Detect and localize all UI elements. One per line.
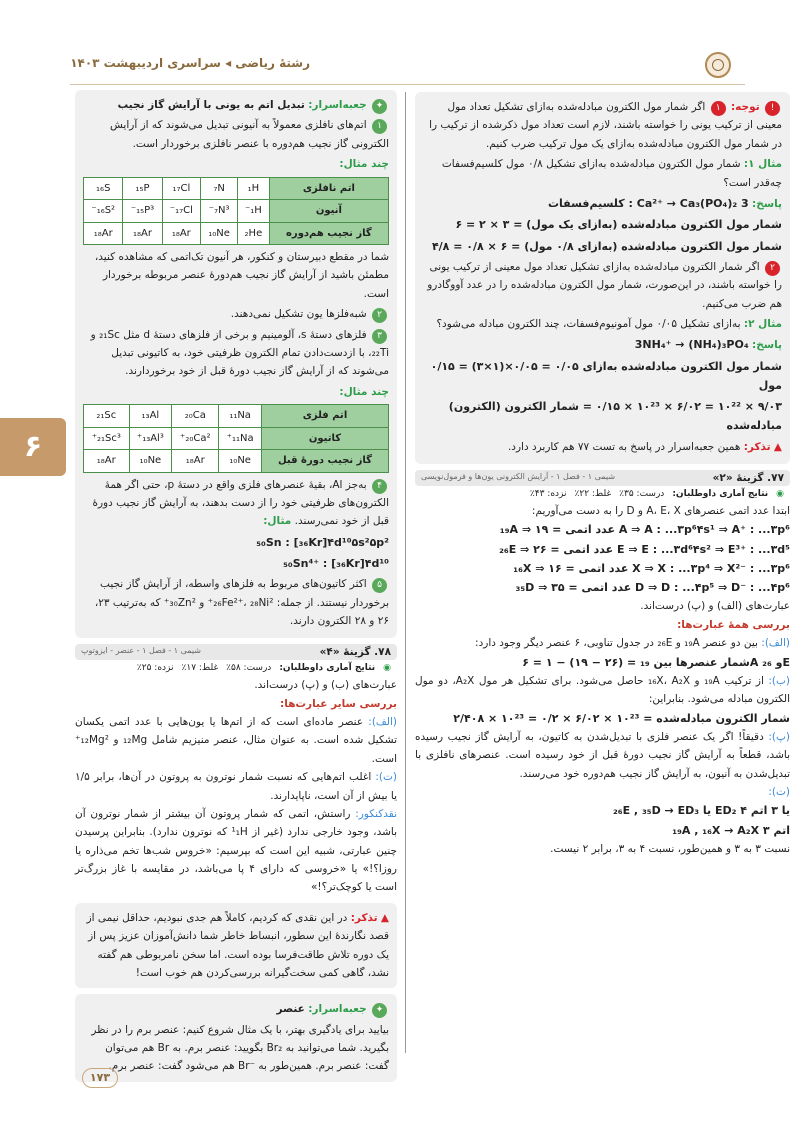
table-row [84,427,389,450]
table-header: آنیون [269,200,388,223]
table-cell: ₁₁Na [219,405,262,428]
warning-box-text: در این نقدی که کردیم، کاملاً هم جدی نبودیم، حداقل نیمی از قصد نگارندهٔ این سطور، انبساط خاطر شما دانش‌آموزان عزیز پس از یک دوره تلاش طاقت‌فرسا بوده است. اما سخن نامربوطی هم گفته نشد، گاهی کمی سخت‌گیرانه بررسی‌کردن هم خوب است! [86,911,389,979]
chapter-tab: ۶ [0,418,66,476]
table-cell: ₁₁Na⁺ [219,427,262,450]
answer1-label: پاسخ: [752,197,782,210]
q77-meta: شیمی ۱ - فصل ۱ - آرایش الکترونی یون‌ها و فرمول‌نویسی [421,472,616,481]
table-cell: ₁₈Ar [172,450,219,473]
example1-label: مثال ۱: [743,158,782,171]
table-header: اتم نافلزی [269,177,388,200]
table-cell: ₁₆S [84,177,123,200]
secrets-subtitle: تبدیل اتم به یونی با آرایش گاز نجیب [117,99,305,111]
warning-text: همین جعبه‌اسرار در پاسخ به تست ۷۷ هم کاربرد دارد. [507,440,741,453]
anion-table [83,177,389,246]
table-cell: ₁₇Cl⁻ [162,200,201,223]
q77-alef-label: (الف): [761,637,790,650]
answer2-line1: 3NH₄⁺ → (NH₄)₃PO₄ [634,338,749,352]
answer2-line3: (الکترون) ۹/۰۳ × ۱۰²² = ۶/۰۲ × ۱۰²³ × ۰/۱۵ = شمار الکترون مبادله‌شده [448,400,782,433]
q77-wrong: غلط: ۲۲٪ [574,489,612,499]
table-cell: ₂₁Sc³⁺ [84,427,130,450]
table-cell: ₂He [238,222,270,245]
item4-eq2: ₅₀Sn⁴⁺ : [₃₆Kr]۴d¹⁰ [283,556,389,570]
table-cell: ₁₅P [123,177,162,200]
q77-title: ۷۷. گزینهٔ «۲» [712,472,784,484]
table-cell: ₁₈Ar [123,222,162,245]
table-cell: ₂₀Ca²⁺ [172,427,219,450]
q77-intro: ابتدا عدد اتمی عنصرهای A، E، X و D را به دست می‌آوریم: [531,505,790,517]
note1-number: ۱ [711,101,726,116]
table-cell: ₁H [238,177,270,200]
q78-critique-text: راستش، اتمی که شمار پروتون آن بیشتر از شمار نوترون آن باشد، وجود خارجی ندارد (غیر از ¹₁H که نوترون ندارد). بنابراین پرسیدن چنین عبارتی، شبیه این است که بپرسیم: «خروس شب‌ها تخم می‌ذاره یا روزا؟!» یا «خروسی که دارای ۴ پا می‌باشد، در مقایسه با غاز بزرگ‌تر است یا کوچک‌تر؟!» [75,807,398,894]
item5-text: اکثر کاتیون‌های مربوط به فلزهای واسطه، از آرایش گاز نجیب برخوردار نیستند. از جمله: ₂₆Fe²⁺، ₂₈Ni²⁺ و ₃₀Zn²⁺ که به‌ترتیب ۲۳، ۲۶ و ۲۸ الکترون دارند. [94,578,389,627]
q77-stats [415,486,790,502]
q77-te-line1: ₂₆E , ₃₅D → ED₃ یا ED₂ ۴ یا ۳ اتم [612,804,790,818]
warning-box [75,903,397,989]
q77-line: ₁₆X ⇒ ۱۶ = عدد اتمی X ⇒ X : ...۳p⁴ ⇒ X²⁻ : ...۳p⁶ [513,561,790,575]
cation-table [83,404,389,473]
note1-text: اگر شمار مول الکترون مبادله‌شده به‌ازای تشکیل تعداد مول معینی از ترکیب یونی را خواسته باشند، لازم است تعداد مول ذکرشده از ترکیب را در شمار مول الکترون مبادله‌شده به‌ازای یک مول ترکیب ضرب کنیم. [429,101,782,150]
examples-label-2: چند مثال: [339,385,389,398]
answer1-line1: 3 Ca²⁺ → Ca₃(PO₄)₂ : کلسیم‌فسفات [547,196,749,210]
q77-header [415,470,790,486]
q78-intro: عبارت‌های (ب) و (پ) درست‌اند. [254,679,397,692]
answer1-line3: ۴/۸ = ۰/۸ × ۶ = شمار مول الکترون مبادله‌شده (به‌ازای ۰/۸ مول) [431,239,782,253]
q78-te-label: (ت): [375,771,397,784]
q77-te-text: نسبت ۳ به ۳ و همین‌طور، نسبت ۴ به ۳، برابر ۲ نیست. [550,842,790,855]
q78-alef-text: عنصر ماده‌ای است که از اتم‌ها یا یون‌هایی با عدد اتمی یکسان تشکیل شده است. به عنوان مثال، عنصر منیزیم شامل ₁₂Mg و ₁₂Mg²⁺ است. [75,716,397,765]
example2-label: مثال ۲: [743,317,782,330]
q78-header [75,644,397,660]
secrets2-text: بیایید برای یادگیری بهتر، با یک مثال شروع کنیم: عنصر برم را در نظر بگیرید. شما می‌توانید به Br₂ بگویید: عنصر برم. به Br هم می‌توان گفت: عنصر برم. همین‌طور به ⁻Br هم می‌شود گفت: عنصر برم. [91,1023,389,1073]
q78-title: ۷۸. گزینهٔ «۴» [319,646,391,659]
item1-text: اتم‌های نافلزی معمولاً به آنیونی تبدیل می‌شوند که از آرایش الکترونی گاز نجیب هم‌دوره با عنصر نافلزی برخوردار است. [110,119,389,150]
table-header: کاتیون [261,427,388,450]
answer2-line2: ۰/۱۵ = (۳×۱)×۰/۰۵ = شمار مول الکترون مبادله‌شده به‌ازای ۰/۰۵ مول [430,359,782,392]
warning-triangle-icon: ▲ [773,440,782,453]
q77-alef-calc: ۶ = ۱ − (۱۹ − ۲۶) = شمار عنصرها بین ₁₉A و ₂₆E [522,655,790,669]
gift-icon: ✦ [372,1003,387,1018]
q78-alef-label: (الف): [368,716,397,728]
page-number: ۱۷۳ [82,1068,118,1088]
answer2-label: پاسخ: [752,339,782,352]
table-row [84,222,389,245]
warning-triangle-icon: ▲ [380,911,389,924]
table-row [84,177,389,200]
secrets-box [75,90,397,638]
example2-text: به‌ازای تشکیل ۰/۰۵ مول آمونیوم‌فسفات، چند الکترون مبادله می‌شود؟ [436,317,741,330]
table-header: گاز نجیب دورهٔ قبل [261,450,388,473]
q77-te-label: (ت): [768,785,790,798]
q77-te-line2: ₁₉A , ₁₆X → A₂X ۳ اتم [672,823,790,837]
table-header: گاز نجیب هم‌دوره [269,222,388,245]
q77-be-text: از ترکیب ₁₉A و ₁₆X، A₂X حاصل می‌شود. برای تشکیل هر مول A₂X، دو مول الکترون مبادله می‌شود. بنابراین: [415,674,790,706]
q77-pe-text: دقیقاً! اگر یک عنصر فلزی با تبدیل‌شدن به کاتیون، به آرایش گاز نجیب رسیده باشد، قطعاً به آرایش گاز نجیب دورهٔ قبل از خود رسیده است. عنصرهای نافلزی با تبدیل‌شدن به آنیون، به آرایش گاز نجیب هم‌دوره خود می‌رسند. [415,730,790,780]
q77-blank: نزده: ۴۳٪ [529,489,567,499]
item3-text: فلزهای دستهٔ s، آلومینیم و برخی از فلزهای دستهٔ d مثل ₂₁Sc و ₂₂Ti، با ازدست‌دادن تمام الکترون ظرفیتی خود، به کاتیونی تبدیل می‌شوند که از آرایش گاز نجیب دورهٔ قبل از خود برخوردارند. [90,328,389,378]
q77-line: ₁₉A ⇒ ۱۹ = عدد اتمی A ⇒ A : ...۳p⁶۴s¹ ⇒ A⁺ : ...۳p⁶ [499,523,790,537]
q78-correct: درست: ۵۸٪ [226,663,272,674]
q78-body [75,676,397,897]
item3-number: ۳ [372,329,387,344]
table-cell: ₁₈Ar [84,450,130,473]
item4-example-label: مثال: [263,515,292,528]
q77-alef-text: بین دو عنصر ₁₉A و ₂₆E در جدول تناوبی، ۶ عنصر دیگر وجود دارد: [475,637,758,650]
table-cell: ₇N³⁻ [201,200,238,223]
example1-text: شمار مول الکترون مبادله‌شده به‌ازای تشکیل ۰/۸ مول کلسیم‌فسفات چه‌قدر است؟ [441,158,782,189]
table-row [84,450,389,473]
secrets2-title: جعبه‌اسرار: [308,1003,367,1016]
q78-stats-label: نتایج آماری داوطلبان: [279,663,376,674]
table-row [84,200,389,223]
item2-text: شبه‌فلزها یون تشکیل نمی‌دهند. [230,308,367,321]
warning-label: تذکر: [743,440,771,453]
item4-text: به‌جز Al، بقیهٔ عنصرهای فلزی واقع در دستهٔ p، حتی اگر همهٔ الکترون‌های ظرفیتی خود را از دست بدهند، به آرایش گاز نجیب دورهٔ قبل از خود نمی‌رسند. [92,478,389,528]
table-cell: ₁₈Ar [84,222,123,245]
table-cell: ₁₈Ar [162,222,201,245]
table-cell: ₁₅P³⁻ [123,200,162,223]
stats-icon: ◉ [776,489,784,499]
item1-number: ۱ [372,119,387,134]
answer1-line2: ۶ = ۲ × ۳ = شمار مول الکترون مبادله‌شده (به‌ازای یک مول) [455,218,782,232]
table-cell: ₁₃Al³⁺ [129,427,172,450]
q77-stats-label: نتایج آماری داوطلبان: [672,489,769,499]
table-cell: ₂₁Sc [84,405,130,428]
q78-critique-label: نقدکنکور: [355,807,397,820]
q77-line: ₃₅D ⇒ ۳۵ = عدد اتمی D ⇒ D : ...۴p⁵ ⇒ D⁻ : ...۴p⁶ [515,581,790,595]
anion-note: شما در مقطع دبیرستان و کنکور، هر آنیون تک‌اتمی که مشاهده کنید، مطمئن باشید از آرایش گاز نجیب هم‌دورهٔ عنصر مربوطه برخوردار است. [94,251,389,300]
table-cell: ₁₀Ne [219,450,262,473]
q77-pe-label: (پ): [768,730,790,743]
table-cell: ₁₆S²⁻ [84,200,123,223]
secrets-box-2 [75,994,397,1082]
q78-review-heading: بررسی سایر عبارت‌ها: [280,697,397,710]
column-divider [405,92,406,1053]
item2-number: ۲ [372,308,387,323]
secrets2-subtitle: عنصر [276,1003,305,1016]
gift-icon: ✦ [372,99,387,114]
table-header: اتم فلزی [261,405,388,428]
q77-review-heading: بررسی همهٔ عبارت‌ها: [677,618,790,631]
q78-blank: نزده: ۲۵٪ [136,663,174,674]
q78-meta: شیمی ۱ - فصل ۱ - عنصر - ایزوتوپ [81,646,201,656]
table-cell: ₁₀Ne [129,450,172,473]
q77-be-calc: ۲/۴۰۸ × ۱۰²³ = ۰/۲ × ۶/۰۲ × ۱۰²³ = شمار الکترون مبادله‌شده [453,711,790,725]
table-cell: ₇N [201,177,238,200]
q78-te-text: اغلب اتم‌هایی که نسبت شمار نوترون به پروتون در آن‌ها، برابر ۱/۵ یا بیش از آن است، ناپایدارند. [75,771,397,802]
table-cell: ₁H⁻ [238,200,270,223]
q78-stats [75,660,397,676]
publisher-logo-icon [705,52,731,78]
q77-correct-statements: عبارت‌های (الف) و (پ) درست‌اند. [640,600,790,613]
right-column [415,90,790,858]
q78-wrong: غلط: ۱۷٪ [181,663,219,674]
table-cell: ₁₀Ne [201,222,238,245]
table-cell: ₂₀Ca [172,405,219,428]
header-title: رشتهٔ ریاضی ◂ سراسری اردیبهشت ۱۴۰۳ [70,56,310,70]
note2-number: ۲ [765,261,780,276]
item5-number: ۵ [372,578,387,593]
note-title: توجه: [730,101,760,113]
q77-be-label: (ب): [768,674,790,687]
q77-correct: درست: ۳۵٪ [619,489,665,499]
stats-icon: ◉ [383,663,391,674]
note-box [415,92,790,464]
header-divider [70,84,745,85]
left-column [75,90,397,1082]
table-cell: ₁₇Cl [162,177,201,200]
warning-icon: ! [765,101,780,116]
warning-box-label: تذکر: [350,911,378,924]
note2-text: اگر شمار الکترون مبادله‌شده به‌ازای تشکیل تعداد مول معینی از ترکیب یونی را خواسته باشند، در این‌صورت، شمار مول الکترون مبادله‌شده را در عدد آووگادرو هم ضرب می‌کنیم. [427,260,782,310]
q77-body [415,502,790,858]
examples-label: چند مثال: [339,158,389,171]
table-row [84,405,389,428]
item4-number: ۴ [372,479,387,494]
item4-eq1: ₅₀Sn : [₃₆Kr]۴d¹⁰۵s²۵p² [256,535,389,549]
table-cell: ₁₃Al [129,405,172,428]
secrets-title: جعبه‌اسرار: [308,99,367,111]
q77-line: ₂₆E ⇒ ۲۶ = عدد اتمی E ⇒ E : ...۳d⁶۴s² ⇒ E³⁺ : ...۳d⁵ [499,542,790,556]
